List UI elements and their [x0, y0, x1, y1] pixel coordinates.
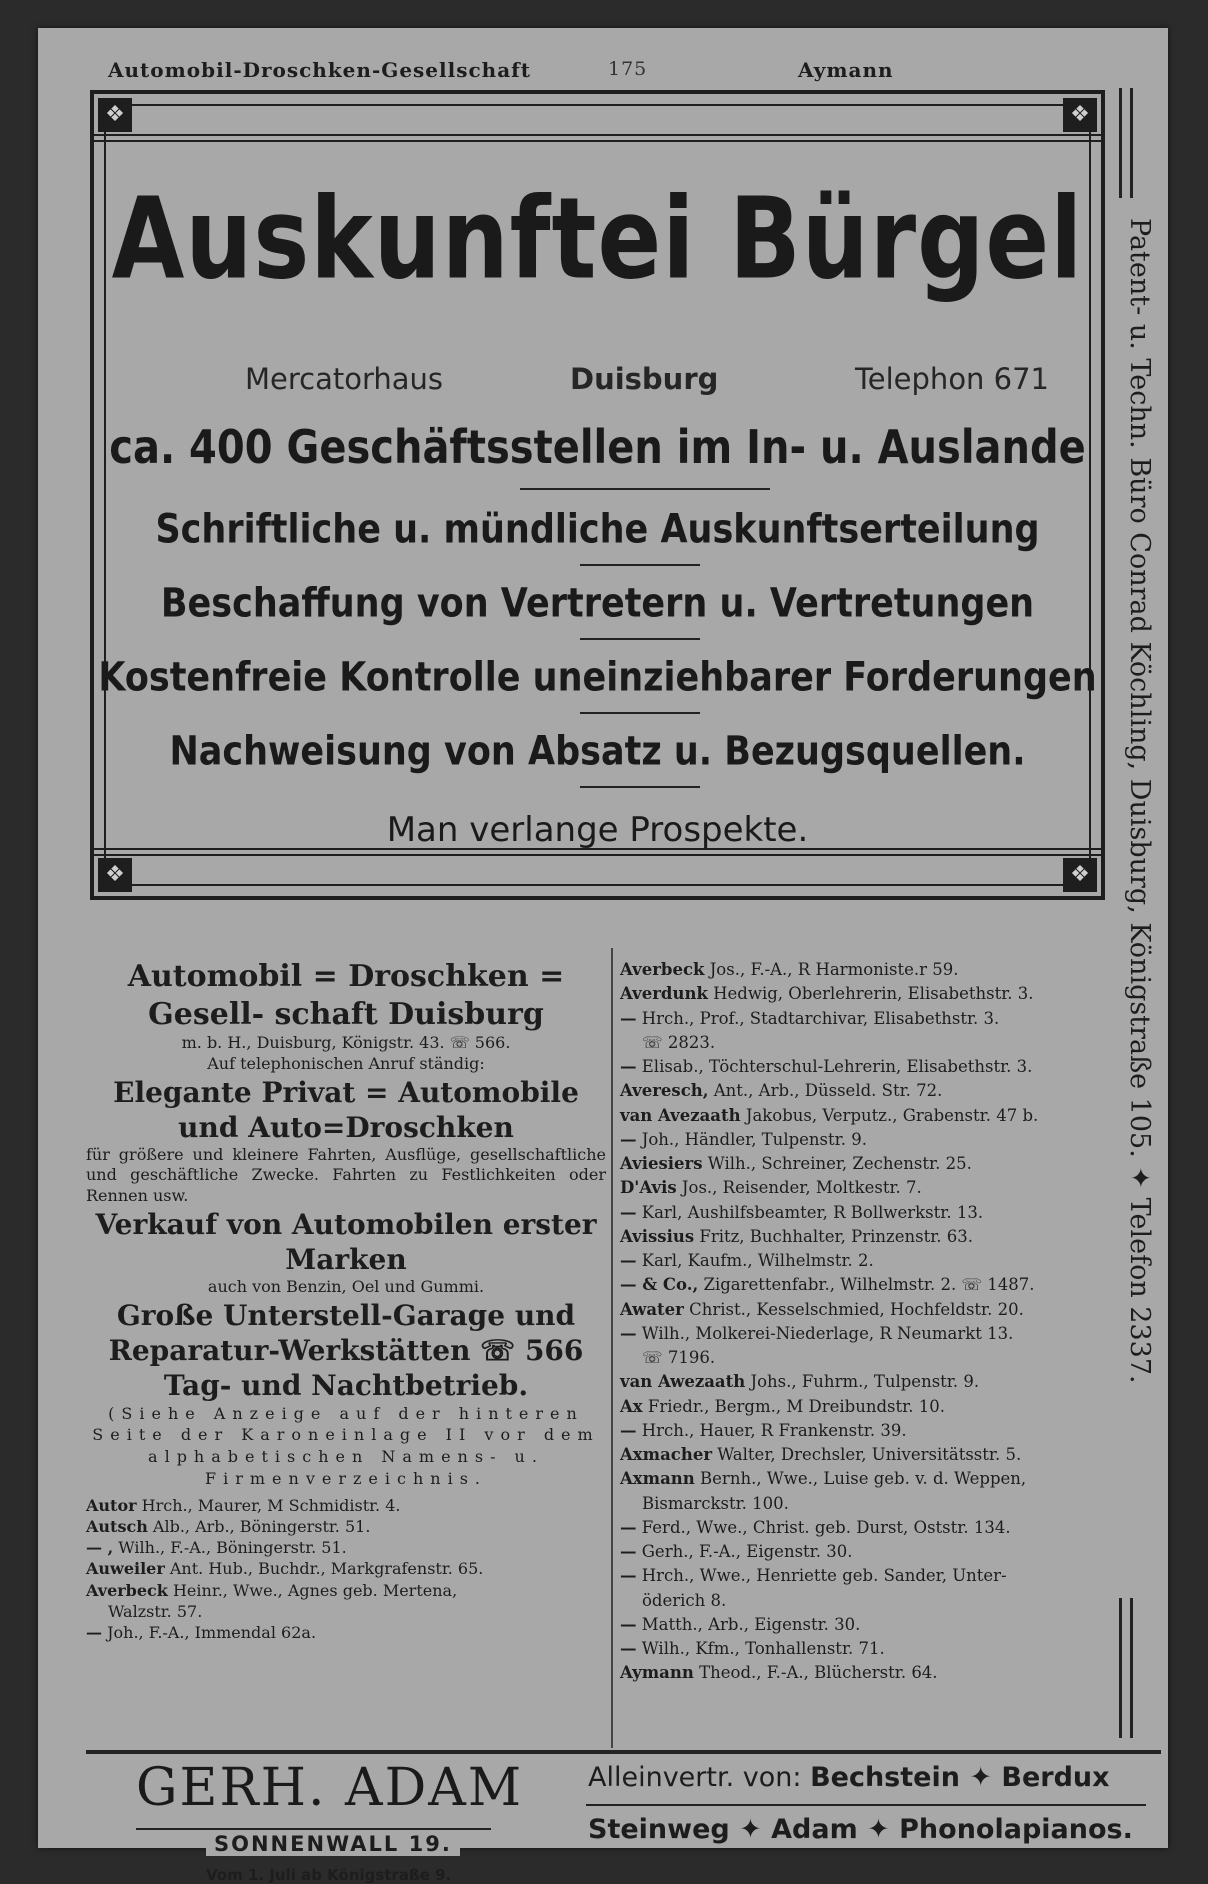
advert-service: Nachweisung von Absatz u. Bezugsquellen. [169, 729, 1026, 775]
advert-title: Auskunftei Bürgel [111, 174, 1084, 305]
entry-name: — , [86, 1538, 114, 1558]
entry-details: Ferd., Wwe., Christ. geb. Durst, Oststr. 134. [641, 1517, 1011, 1537]
entry-name: — [620, 1566, 637, 1586]
entry-name: — [620, 1008, 637, 1028]
headline-private-cars: Elegante Privat = Automobile und Auto=Droschken [113, 1075, 579, 1144]
list-item [620, 1298, 1160, 1322]
entry-name: D'Avis [620, 1178, 677, 1198]
side-bar-top [1119, 88, 1133, 198]
entry-details: Jakobus, Verputz., Grabenstr. 47 b. [745, 1105, 1039, 1125]
list-item [620, 1176, 1160, 1200]
headline-hours: Tag- und Nachtbetrieb. [163, 1368, 529, 1402]
running-header [108, 50, 968, 90]
dealer-line-1 [588, 1762, 1110, 1793]
divider [580, 712, 700, 714]
entry-details: Alb., Arb., Böningerstr. 51. [152, 1517, 371, 1537]
entry-details: Hrch., Prof., Stadtarchivar, Elisabethstr. 3. [641, 1008, 1000, 1028]
entry-name: Axmacher [620, 1445, 713, 1464]
entry-details: ☏ 2823. [642, 1032, 716, 1052]
list-item [620, 1467, 1160, 1491]
headline-car-sales: Verkauf von Automobilen erster Marken [95, 1207, 597, 1276]
dealer-prefix: Alleinvertr. von: [588, 1762, 802, 1793]
divider [580, 564, 700, 566]
list-item [620, 1613, 1160, 1637]
entry-name: Averbeck [620, 960, 705, 979]
divider [586, 1804, 1146, 1806]
entry-details: Matth., Arb., Eigenstr. 30. [641, 1614, 861, 1634]
corner-ornament-icon: ❖ [1063, 858, 1097, 892]
entry-details: Bismarckstr. 100. [642, 1493, 789, 1513]
entry-name: Awater [620, 1299, 684, 1319]
entry-name: Axmann [620, 1469, 695, 1489]
column-divider [611, 948, 613, 1748]
entry-details: ☏ 7196. [642, 1348, 716, 1367]
advert-address-building: Mercatorhaus [245, 362, 444, 396]
list-item [86, 1601, 606, 1622]
entry-name: — [620, 1251, 637, 1270]
corner-ornament-icon: ❖ [98, 98, 132, 132]
entry-details: Fritz, Buchhalter, Prinzenstr. 63. [699, 1226, 974, 1246]
list-item [86, 1558, 606, 1579]
entry-name: Aymann [620, 1663, 694, 1683]
entry-details: Ant., Arb., Düsseld. Str. 72. [713, 1081, 943, 1101]
entry-details: Bernh., Wwe., Luise geb. v. d. Weppen, [700, 1469, 1027, 1489]
list-item [620, 1055, 1160, 1079]
company-address: m. b. H., Duisburg, Königstr. 43. ☏ 566. [181, 1033, 511, 1052]
right-entry-list [620, 958, 1160, 1686]
advert-street: SONNENWALL 19. [206, 1832, 460, 1856]
advert-service: Beschaffung von Vertretern u. Vertretungen [160, 581, 1035, 627]
list-item [620, 1492, 1160, 1516]
entry-name: Aviesiers [620, 1154, 703, 1173]
entry-name: van Awezaath [620, 1372, 746, 1392]
entry-name: — [620, 1129, 637, 1149]
advert-address-city: Duisburg [570, 362, 719, 396]
list-item [620, 1031, 1160, 1055]
entry-details: Ant. Hub., Buchdr., Markgrafenstr. 65. [169, 1559, 484, 1579]
advert-closing: Man verlange Prospekte. [386, 810, 809, 850]
entry-details: Friedr., Bergm., M Dreibundstr. 10. [647, 1396, 945, 1416]
left-column [86, 958, 606, 1643]
entry-details: Christ., Kesselschmied, Hochfeldstr. 20. [689, 1299, 1024, 1319]
list-item [620, 1322, 1160, 1346]
entry-name: Averdunk [620, 984, 708, 1004]
advert-telephone: Telephon 671 [855, 362, 1050, 396]
service-description: für größere und kleinere Fahrten, Ausflüge, gesellschaftliche und geschäftliche Zwecke. Fahrten zu Festlichkeiten oder Rennen usw. [86, 1144, 606, 1206]
list-item [86, 1580, 606, 1601]
right-column [620, 958, 1160, 1686]
entry-details: Jos., Reisender, Moltkestr. 7. [681, 1178, 922, 1198]
list-item [620, 958, 1160, 982]
entry-details: Elisab., Töchterschul-Lehrerin, Elisabethstr. 3. [641, 1057, 1033, 1076]
list-item [620, 1249, 1160, 1273]
advert-brand: GERH. ADAM [136, 1758, 524, 1818]
call-note: Auf telephonischen Anruf ständig: [207, 1053, 485, 1073]
list-item [620, 1225, 1160, 1249]
list-item [620, 1370, 1160, 1394]
see-advert-note: (Siehe Anzeige auf der hinteren Seite der Karoneinlage II vor dem alphabetischen Namens- u. Firmenverzeichnis. [92, 1403, 600, 1488]
list-item [620, 982, 1160, 1006]
entry-details: öderich 8. [642, 1590, 727, 1610]
entry-name: — & Co., [620, 1275, 699, 1295]
entry-name: van Avezaath [620, 1105, 741, 1125]
advert-moved-note: Vom 1. Juli ab Königstraße 9. [206, 1866, 452, 1884]
page-number: 175 [608, 58, 648, 80]
entry-details: Jos., F.-A., R Harmoniste.r 59. [709, 960, 959, 979]
entry-details: Hrch., Hauer, R Frankenstr. 39. [641, 1420, 907, 1440]
entry-details: Theod., F.-A., Blücherstr. 64. [699, 1663, 938, 1683]
side-advert-text: Patent- u. Techn. Büro Conrad Köchling, Duisburg, Königstraße 105. ✦ Telefon 2337. [1124, 218, 1155, 1384]
headline-garage: Große Unterstell-Garage und Reparatur-Werkstätten ☏ 566 [108, 1298, 584, 1367]
list-item [620, 1273, 1160, 1297]
entry-name: — [620, 1202, 637, 1222]
entry-details: Karl, Kaufm., Wilhelmstr. 2. [641, 1251, 874, 1270]
list-item [620, 1661, 1160, 1685]
running-header-right: Aymann [798, 58, 894, 82]
entry-name: — [620, 1323, 637, 1343]
entry-details: Joh., Händler, Tulpenstr. 9. [641, 1129, 867, 1149]
divider [580, 638, 700, 640]
directory-page [38, 28, 1168, 1884]
entry-name: — [620, 1057, 637, 1076]
list-item [620, 1419, 1160, 1443]
fuel-note: auch von Benzin, Oel und Gummi. [207, 1276, 485, 1296]
entry-name: — [620, 1517, 637, 1537]
gerh-adam-advert [86, 1750, 1161, 1884]
list-item [86, 1516, 606, 1537]
entry-details: Hrch., Wwe., Henriette geb. Sander, Unter- [641, 1566, 1007, 1586]
list-item [86, 1622, 606, 1643]
entry-details: Wilh., Kfm., Tonhallenstr. 71. [641, 1639, 885, 1658]
list-item [620, 1128, 1160, 1152]
entry-details: Walzstr. 57. [108, 1601, 203, 1621]
divider [136, 1828, 491, 1830]
entry-name: Autsch [86, 1517, 148, 1537]
running-header-left: Automobil-Droschken-Gesellschaft [108, 58, 532, 82]
entry-name: Ax [620, 1396, 643, 1416]
list-item [620, 1637, 1160, 1661]
advert-tagline: ca. 400 Geschäftsstellen im In- u. Auslande [109, 421, 1086, 475]
list-item [620, 1589, 1160, 1613]
list-item [86, 1495, 606, 1516]
dealer-brands-2: Steinweg ✦ Adam ✦ Phonolapianos. [588, 1814, 1133, 1845]
dealer-brands-1: Bechstein ✦ Berdux [810, 1762, 1110, 1793]
entry-details: Karl, Aushilfsbeamter, R Bollwerkstr. 13. [641, 1202, 984, 1222]
entry-name: — [86, 1622, 102, 1642]
entry-name: Averbeck [86, 1580, 168, 1600]
list-item [620, 1516, 1160, 1540]
list-item [620, 1346, 1160, 1370]
left-entry-list [86, 1495, 606, 1643]
list-item [620, 1443, 1160, 1467]
entry-name: Avissius [620, 1226, 695, 1246]
list-item [620, 1104, 1160, 1128]
company-heading: Automobil = Droschken = Gesell- schaft Duisburg [127, 959, 565, 1032]
entry-details: Wilh., Molkerei-Niederlage, R Neumarkt 13. [641, 1323, 1014, 1343]
entry-details: Hedwig, Oberlehrerin, Elisabethstr. 3. [713, 984, 1034, 1004]
advert-service: Kostenfreie Kontrolle uneinziehbarer Forderungen [98, 655, 1097, 701]
entry-name: — [620, 1542, 637, 1561]
entry-details: Wilh., F.-A., Böningerstr. 51. [118, 1538, 347, 1558]
entry-details: Heinr., Wwe., Agnes geb. Mertena, [172, 1580, 458, 1600]
entry-name: Autor [86, 1496, 137, 1516]
list-item [620, 1007, 1160, 1031]
entry-details: Hrch., Maurer, M Schmidistr. 4. [141, 1496, 401, 1516]
divider [520, 488, 770, 490]
entry-name: — [620, 1639, 637, 1658]
list-item [620, 1540, 1160, 1564]
entry-details: Joh., F.-A., Immendal 62a. [107, 1622, 317, 1642]
list-item [620, 1395, 1160, 1419]
entry-details: Wilh., Schreiner, Zechenstr. 25. [707, 1154, 972, 1173]
list-item [620, 1079, 1160, 1103]
entry-details: Walter, Drechsler, Universitätsstr. 5. [717, 1445, 1022, 1464]
entry-name: — [620, 1614, 637, 1634]
list-item [86, 1537, 606, 1558]
divider [580, 786, 700, 788]
entry-name: Averesch, [620, 1081, 709, 1101]
auskunftei-advert [90, 90, 1105, 900]
list-item [620, 1564, 1160, 1588]
list-item [620, 1201, 1160, 1225]
advert-service: Schriftliche u. mündliche Auskunftserteilung [155, 507, 1040, 553]
corner-ornament-icon: ❖ [1063, 98, 1097, 132]
entry-details: Gerh., F.-A., Eigenstr. 30. [641, 1542, 853, 1561]
entry-name: — [620, 1420, 637, 1440]
list-item [620, 1152, 1160, 1176]
advert-top-bars [90, 134, 1105, 142]
corner-ornament-icon: ❖ [98, 858, 132, 892]
entry-details: Zigarettenfabr., Wilhelmstr. 2. ☏ 1487. [703, 1275, 1035, 1295]
entry-name: Auweiler [86, 1559, 165, 1579]
entry-details: Johs., Fuhrm., Tulpenstr. 9. [750, 1372, 980, 1392]
